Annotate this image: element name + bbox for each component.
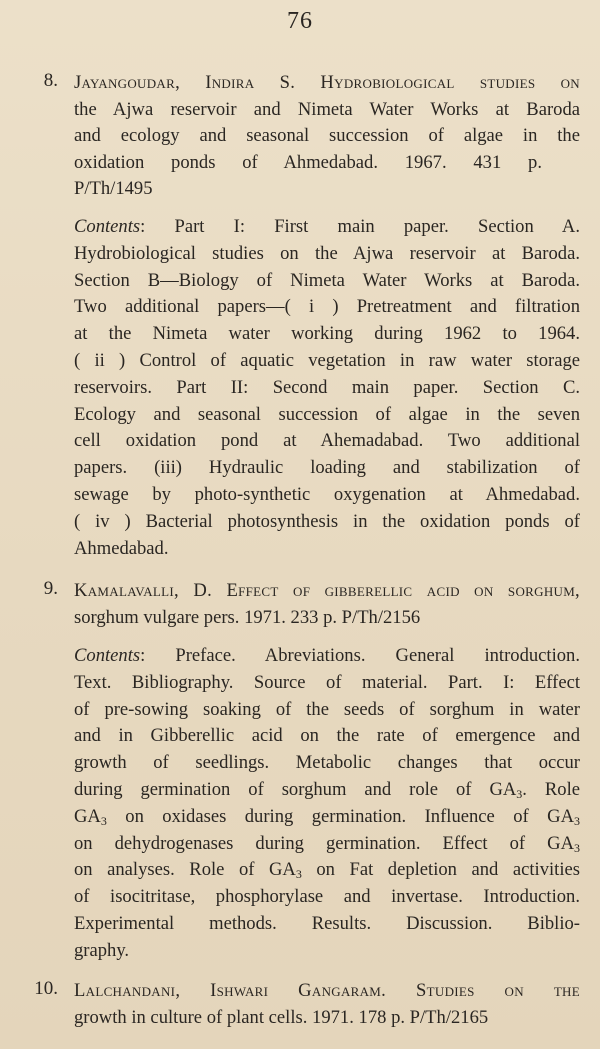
citation-line: Lalchandani, Ishwari Gangaram. Studies on the — [74, 980, 580, 1001]
contents-line: Hydrobiological studies on the Ajwa reservoir at Baroda. — [74, 242, 580, 264]
contents-line: reservoirs. Part II: Second main paper. Section C. — [74, 376, 580, 398]
contents-line: at the Nimeta water working during 1962 to 1964. — [74, 323, 580, 345]
entry-citation — [74, 578, 580, 631]
entry-citation — [74, 978, 580, 1031]
page-number: 76 — [287, 8, 313, 34]
contents-line: growth of seedlings. Metabolic changes that occur — [74, 752, 580, 774]
entry-number: 8. — [43, 70, 58, 91]
entry-number: 10. — [34, 978, 58, 999]
contents-line: : Preface. Abreviations. General introduction. — [140, 645, 580, 666]
contents-line: Ahmedabad. — [74, 537, 169, 559]
citation-line: the Ajwa reservoir and Nimeta Water Works at Baroda — [74, 98, 580, 120]
contents-line: cell oxidation pond at Ahemadabad. Two additional — [74, 430, 580, 452]
contents-line: ( ii ) Control of aquatic vegetation in raw water storage — [74, 349, 580, 371]
contents-line: Text. Bibliography. Source of material. Part. I: Effect — [74, 671, 580, 693]
entry-contents — [74, 214, 580, 562]
contents-line: $GA_3$ on oxidases during germination. Influence of $GA_3$ — [74, 805, 580, 828]
contents-line: : Part I: First main paper. Section A. — [140, 216, 580, 237]
citation-line: oxidation ponds of Ahmedabad. 1967. 431 p. — [74, 151, 542, 173]
entry-number: 9. — [43, 578, 58, 599]
contents-line: Section B—Biology of Nimeta Water Works at Baroda. — [74, 269, 580, 291]
citation-line: and ecology and seasonal succession of algae in the — [74, 125, 580, 146]
citation-line: P/Th/1495 — [74, 178, 153, 199]
contents-line: graphy. — [74, 939, 130, 961]
entry-contents — [74, 643, 580, 965]
contents-line: ( iv ) Bacterial photosynthesis in the oxidation ponds of — [74, 510, 580, 532]
contents-line: Experimental methods. Results. Discussion. Biblio- — [74, 912, 580, 934]
contents-label: Contents — [74, 216, 141, 237]
contents-line: of isocitritase, phosphorylase and invertase. Introduction. — [74, 886, 580, 908]
contents-line: of pre-sowing soaking of the seeds of sorghum in water — [74, 698, 580, 720]
contents-line: papers. (iii) Hydraulic loading and stabilization of — [74, 457, 580, 479]
contents-line: Ecology and seasonal succession of algae in the seven — [74, 403, 580, 425]
citation-line: sorghum vulgare pers. 1971. 233 p. P/Th/2156 — [74, 606, 421, 628]
contents-line: and in Gibberellic acid on the rate of emergence and — [74, 725, 580, 747]
citation-line: growth in culture of plant cells. 1971. 178 p. P/Th/2165 — [74, 1006, 489, 1028]
contents-line: Two additional papers—( i ) Pretreatment and filtration — [74, 296, 580, 318]
citation-line: Jayangoudar, Indira S. Hydrobiological studies on — [74, 72, 580, 93]
citation-line: Kamalavalli, D. Effect of gibberellic acid on sorghum, — [74, 580, 580, 601]
contents-line: on analyses. Role of $GA_3$ on Fat depletion and activities — [74, 859, 580, 882]
entry-citation — [74, 70, 580, 203]
contents-line: sewage by photo-synthetic oxygenation at Ahmedabad. — [74, 483, 580, 505]
contents-line: during germination of sorghum and role of $GA_3$. Role — [74, 778, 581, 801]
contents-label: Contents — [74, 645, 141, 666]
contents-line: on dehydrogenases during germination. Effect of $GA_3$ — [74, 832, 580, 855]
